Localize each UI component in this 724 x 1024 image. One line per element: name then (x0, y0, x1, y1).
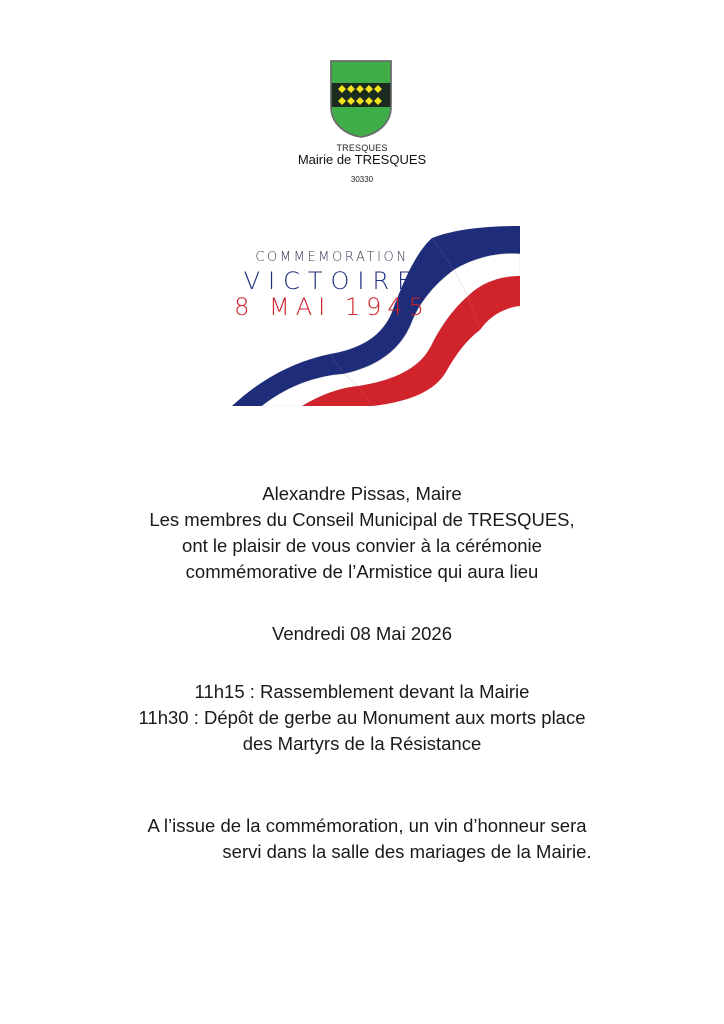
commune-small-label: TRESQUES (336, 143, 388, 153)
postal-code: 30330 (350, 175, 374, 184)
event-date (0, 621, 724, 647)
invitation-line-armistice: commémorative de l’Armistice qui aura lieu (185, 561, 539, 582)
banner-line-commemoration: COMMEMORATION (255, 250, 409, 265)
invitation-line-mayor: Alexandre Pissas, Maire (262, 483, 462, 504)
schedule-item: 11h15 : Rassemblement devant la Mairie (194, 681, 530, 702)
closing-paragraph (0, 813, 724, 865)
banner-line-date: 8 MAI 1945 (234, 293, 430, 321)
schedule-item: des Martyrs de la Résistance (242, 733, 482, 754)
event-date-text: Vendredi 08 Mai 2026 (272, 623, 452, 644)
invitation-paragraph (0, 481, 724, 585)
banner-line-victoire: VICTOIRE (243, 267, 421, 295)
banner-text (232, 250, 432, 320)
schedule (0, 679, 724, 757)
invitation-line-ceremony: ont le plaisir de vous convier à la cérémonie (182, 535, 542, 556)
invitation-line-council: Les membres du Conseil Municipal de TRESQUES, (149, 509, 575, 530)
mairie-name: Mairie de TRESQUES (297, 152, 427, 167)
schedule-item: 11h30 : Dépôt de gerbe au Monument aux morts place (138, 707, 586, 728)
closing-line: A l’issue de la commémoration, un vin d’honneur sera (147, 815, 587, 836)
tresques-coat-of-arms-icon (329, 59, 393, 139)
closing-line: servi dans la salle des mariages de la Mairie. (222, 841, 592, 862)
